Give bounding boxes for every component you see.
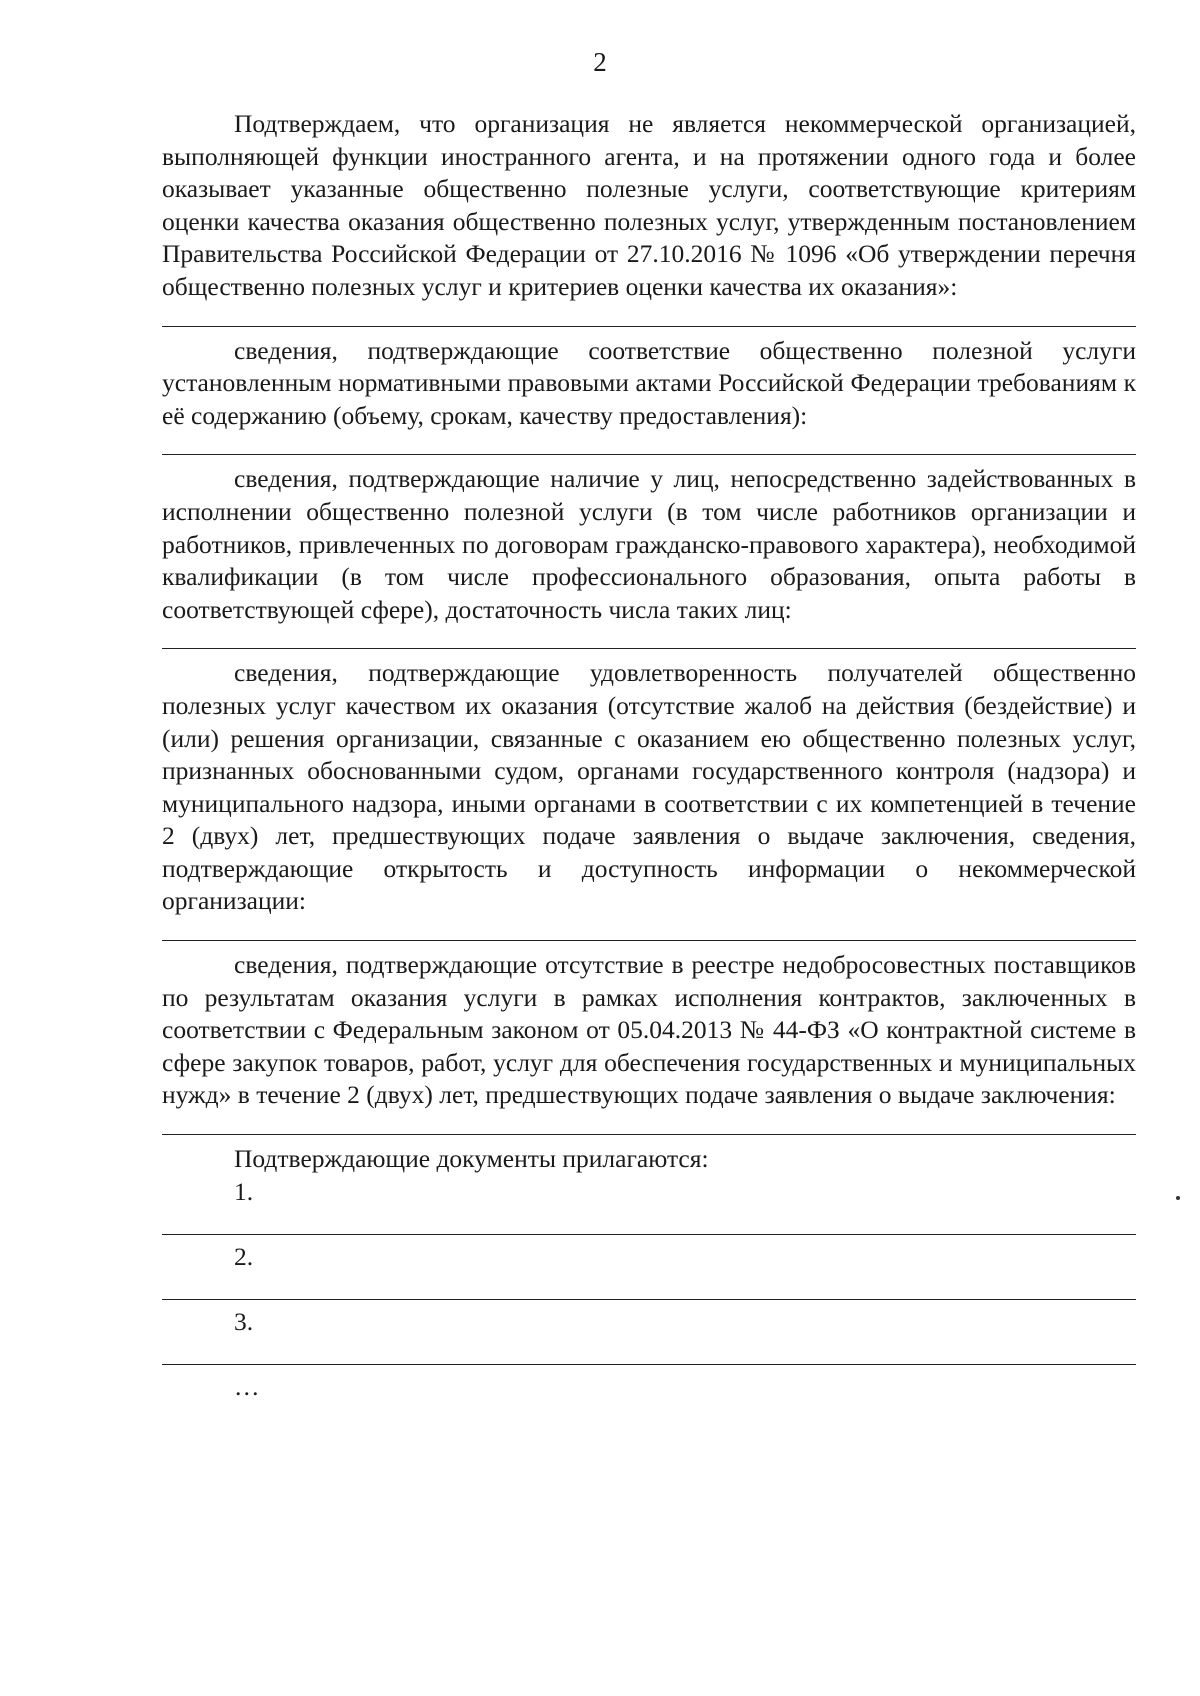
document-item-3: 3. <box>234 1306 254 1336</box>
page-number: 2 <box>593 47 607 77</box>
paragraph-confirmation: Подтверждаем, что организация не является некоммерческой организацией, выполняющей функции иностранного агента, и на протяжении одного года и более оказывает указанные общественно полезные услуги, соответствующие критериям оценки качества оказания общественно полезных услуг, утвержденным постановлением Правительства Российской Федерации от 27.10.2016 № 1096 «Об утверждении перечня общественно полезных услуг и критериев оценки качества их оказания»: <box>162 109 1136 301</box>
fill-in-line <box>162 918 1136 941</box>
fill-in-line <box>162 432 1136 455</box>
document-line-3 <box>162 1364 1136 1365</box>
document-list-ellipsis: … <box>234 1371 260 1401</box>
scan-mark <box>1176 1196 1180 1200</box>
paragraph-supplier-registry: сведения, подтверждающие отсутствие в реестре недобросовестных поставщиков по результатам оказания услуги в рамках исполнения контрактов, заключенных в соответствии с Федеральным законом от 05.04.2013 № 44-ФЗ «О контрактной системе в сфере закупок товаров, работ, услуг для обеспечения государственных и муниципальных нужд» в течение 2 (двух) лет, предшествующих подаче заявления о выдаче заключения: <box>162 950 1136 1110</box>
paragraph-service-compliance: сведения, подтверждающие соответствие общественно полезной услуги установленным нормативными правовыми актами Российской Федерации требованиям к её содержанию (объему, срокам, качеству предоставления): <box>162 335 1136 430</box>
document-item-2: 2. <box>234 1241 254 1271</box>
document-line-1 <box>162 1234 1136 1235</box>
paragraph-recipient-satisfaction: сведения, подтверждающие удовлетворенность получателей общественно полезных услуг качеством их оказания (отсутствие жалоб на действия (бездействие) и (или) решения организации, связанные с оказанием ею общественно полезных услуг, признанных обоснованными судом, органами государственного контроля (надзора) и муниципального надзора, иными органами в соответствии с их компетенцией в течение 2 (двух) лет, предшествующих подаче заявления о выдаче заключения, сведения, подтверждающие открытость и доступность информации о некоммерческой организации: <box>162 658 1136 916</box>
attached-documents-title: Подтверждающие документы прилагаются: <box>234 1144 709 1174</box>
paragraph-staff-qualification: сведения, подтверждающие наличие у лиц, непосредственно задействованных в исполнении общественно полезной услуги (в том числе работников организации и работников, привлеченных по договорам гражданско-правового характера), необходимой квалификации (в том числе профессионального образования, опыта работы в соответствующей сфере), достаточность числа таких лиц: <box>162 464 1136 624</box>
document-line-2 <box>162 1299 1136 1300</box>
document-body <box>162 108 1136 1403</box>
fill-in-line <box>162 1112 1136 1135</box>
fill-in-line <box>162 626 1136 649</box>
document-item-1: 1. <box>234 1176 254 1206</box>
fill-in-line <box>162 304 1136 327</box>
